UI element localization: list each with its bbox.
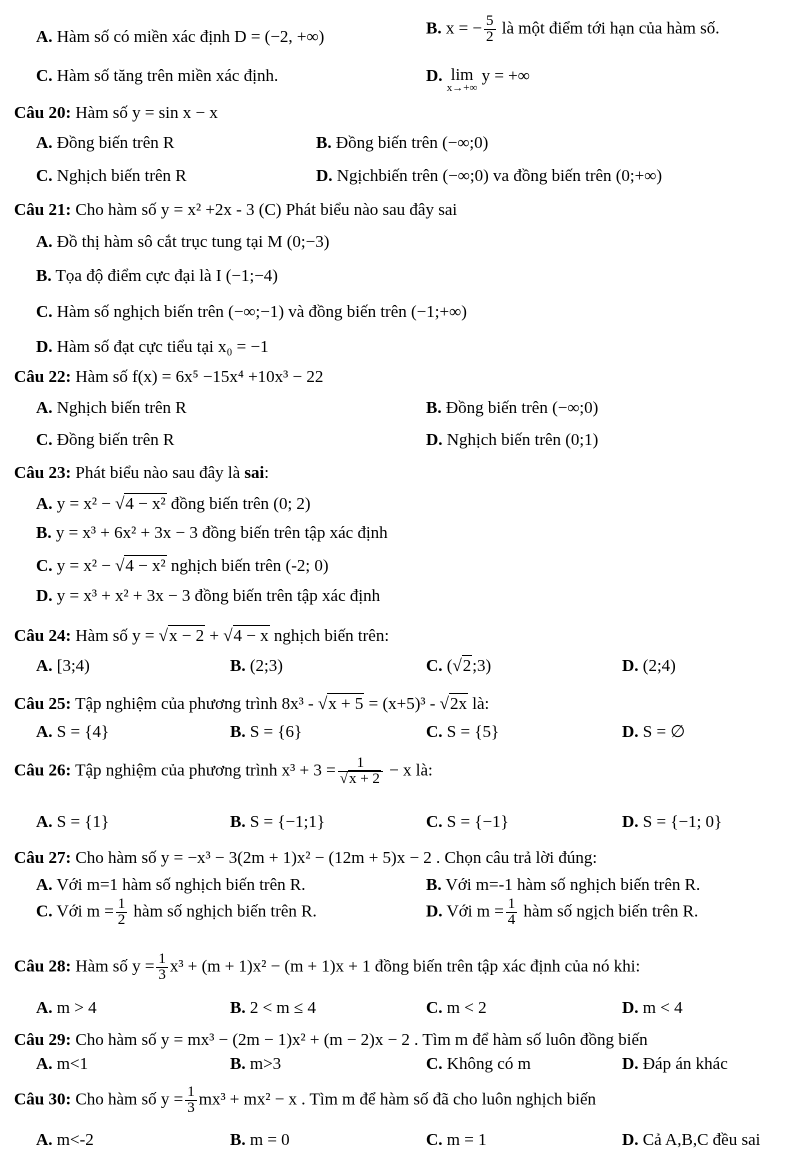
- q20-option-b: B. Đồng biến trên (−∞;0): [316, 133, 489, 152]
- q22-option-b: B. Đồng biến trên (−∞;0): [426, 398, 599, 417]
- q29-option-d: D. Đáp án khác: [622, 1054, 728, 1073]
- q21-option-a: A. Đồ thị hàm sô cắt trục tung tại M (0;−3): [36, 232, 330, 251]
- q28-stem: Câu 28: Hàm số y = $\frac{1}{3}$ x³ + (m + 1)x² − (m + 1)x + 1 đồng biến trên tập xác định của nó khi:: [14, 951, 641, 983]
- q30-stem: Câu 30: Cho hàm số y = $\frac{1}{3}$ mx³ + mx² − x . Tìm m để hàm số đã cho luôn nghịch biến: [14, 1084, 597, 1116]
- q20-option-a: A. Đồng biến trên R: [36, 133, 175, 152]
- q28-option-b: B. 2 < m ≤ 4: [230, 998, 316, 1017]
- q28-option-a: A. m > 4: [36, 998, 97, 1017]
- q27-option-d: D. Với m = $\frac{1}{4}$ hàm số ngịch biến trên R.: [426, 896, 699, 928]
- q21-option-b: B. Tọa độ điểm cực đại là I (−1;−4): [36, 266, 278, 285]
- q29-option-c: C. Không có m: [426, 1054, 531, 1073]
- q23-option-a: A. y = x² − √4 − x² đồng biến trên (0; 2): [36, 494, 311, 513]
- q24-option-b: B. (2;3): [230, 656, 283, 675]
- q19-option-d: D. lim x→+∞ y = +∞: [426, 65, 530, 94]
- q29-option-a: A. m<1: [36, 1054, 89, 1073]
- q22-option-a: A. Nghịch biến trên R: [36, 398, 187, 417]
- q29-option-b: B. m>3: [230, 1054, 282, 1073]
- q28-option-c: C. m < 2: [426, 998, 487, 1017]
- q26-option-d: D. S = {−1; 0}: [622, 812, 723, 831]
- q26-option-c: C. S = {−1}: [426, 812, 509, 831]
- q26-stem: Câu 26: Tập nghiệm của phương trình x³ + 3 = $\frac{1}{√x + 2}$ − x là:: [14, 755, 433, 787]
- q25-option-b: B. S = {6}: [230, 722, 303, 741]
- q23-stem: Câu 23: Phát biểu nào sau đây là sai:: [14, 463, 269, 482]
- q27-stem: Câu 27: Cho hàm số y = −x³ − 3(2m + 1)x² − (12m + 5)x − 2 . Chọn câu trả lời đúng:: [14, 848, 598, 867]
- q24-stem: Câu 24: Hàm số y = √x − 2 + √4 − x nghịch biến trên:: [14, 626, 390, 645]
- q26-option-a: A. S = {1}: [36, 812, 110, 831]
- q21-stem: Câu 21: Cho hàm số y = x² +2x - 3 (C) Phát biểu nào sau đây sai: [14, 200, 458, 219]
- q22-option-d: D. Nghịch biến trên (0;1): [426, 430, 599, 449]
- q29-stem: Câu 29: Cho hàm số y = mx³ − (2m − 1)x² + (m − 2)x − 2 . Tìm m để hàm số luôn đồng biến: [14, 1030, 648, 1049]
- q28-option-d: D. m < 4: [622, 998, 683, 1017]
- q21-option-c: C. Hàm số nghịch biến trên (−∞;−1) và đồng biến trên (−1;+∞): [36, 302, 467, 321]
- q25-option-a: A. S = {4}: [36, 722, 110, 741]
- q19-option-b: B. x = − $\frac{5}{2}$ là một điểm tới hạn của hàm số.: [426, 13, 720, 45]
- q30-option-c: C. m = 1: [426, 1130, 487, 1149]
- q27-option-b: B. Với m=-1 hàm số nghịch biến trên R.: [426, 875, 701, 894]
- q19-option-a: A. Hàm số có miền xác định D = (−2, +∞): [36, 27, 325, 46]
- q20-option-d: D. Ngịchbiến trên (−∞;0) va đồng biến trên (0;+∞): [316, 166, 663, 185]
- q20-stem: Câu 20: Hàm số y = sin x − x: [14, 103, 218, 122]
- q19-option-c: C. Hàm số tăng trên miền xác định.: [36, 66, 279, 85]
- q24-option-a: A. [3;4): [36, 656, 90, 675]
- q25-option-d: D. S = ∅: [622, 722, 686, 741]
- q25-stem: Câu 25: Tập nghiệm của phương trình 8x³ - √x + 5 = (x+5)³ - √2x là:: [14, 694, 490, 713]
- q20-option-c: C. Nghịch biến trên R: [36, 166, 187, 185]
- q30-option-a: A. m<-2: [36, 1130, 94, 1149]
- q26-option-b: B. S = {−1;1}: [230, 812, 326, 831]
- q24-option-d: D. (2;4): [622, 656, 676, 675]
- q30-option-b: B. m = 0: [230, 1130, 290, 1149]
- q21-option-d: D. Hàm số đạt cực tiểu tại x₀ = −1: [36, 337, 269, 356]
- q24-option-c: C. (√2;3): [426, 656, 492, 675]
- q30-option-d: D. Cả A,B,C đều sai: [622, 1130, 761, 1149]
- q27-option-a: A. Với m=1 hàm số nghịch biến trên R.: [36, 875, 306, 894]
- q22-option-c: C. Đồng biến trên R: [36, 430, 175, 449]
- q22-stem: Câu 22: Hàm số f(x) = 6x⁵ −15x⁴ +10x³ − 22: [14, 367, 324, 386]
- q27-option-c: C. Với m = $\frac{1}{2}$ hàm số nghịch biến trên R.: [36, 896, 317, 928]
- q23-option-c: C. y = x² − √4 − x² nghịch biến trên (-2; 0): [36, 556, 329, 575]
- q25-option-c: C. S = {5}: [426, 722, 500, 741]
- q23-option-d: D. y = x³ + x² + 3x − 3 đồng biến trên tập xác định: [36, 586, 381, 605]
- q23-option-b: B. y = x³ + 6x² + 3x − 3 đồng biến trên tập xác định: [36, 523, 388, 542]
